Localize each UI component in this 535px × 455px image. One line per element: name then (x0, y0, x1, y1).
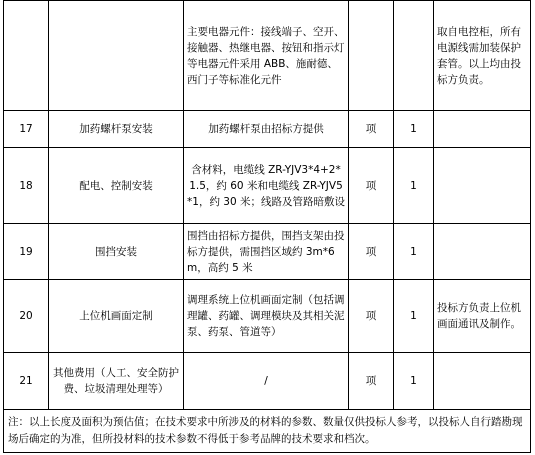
cell-name: 加药螺杆泵安装 (49, 111, 184, 148)
cell-remark (434, 111, 531, 148)
cell-unit: 项 (349, 280, 394, 353)
cell-no: 21 (4, 353, 49, 410)
table-row (4, 111, 531, 148)
cell-name: 上位机画面定制 (49, 280, 184, 353)
cell-spec: 主要电器元件：接线端子、空开、接触器、热继电器、按钮和指示灯等电器元件采用 ABB、施耐德、西门子等标准化元件 (184, 1, 349, 111)
cell-spec: 含材料，电缆线 ZR-YJV3*4+2*1.5，约 60 米和电缆线 ZR-YJV5*1，约 30 米；线路及管路暗敷设 (184, 148, 349, 224)
cell-spec: 围挡由招标方提供，围挡支架由投标方提供，需围挡区域约 3m*6m，高约 5 米 (184, 224, 349, 280)
cell-spec: 加药螺杆泵由招标方提供 (184, 111, 349, 148)
cell-spec: 调理系统上位机画面定制（包括调理罐、药罐、调理模块及其相关泥泵、药泵、管道等） (184, 280, 349, 353)
cell-unit: 项 (349, 148, 394, 224)
cell-unit: 项 (349, 111, 394, 148)
cell-spec: / (184, 353, 349, 410)
table-row (4, 224, 531, 280)
cell-remark (434, 148, 531, 224)
cell-no: 18 (4, 148, 49, 224)
table-row (4, 353, 531, 410)
cell-no (4, 1, 49, 111)
cell-qty (394, 1, 434, 111)
cell-no: 17 (4, 111, 49, 148)
bill-of-quantities-table (3, 0, 531, 453)
cell-name: 配电、控制安装 (49, 148, 184, 224)
cell-unit: 项 (349, 224, 394, 280)
table-row (4, 410, 531, 453)
cell-name (49, 1, 184, 111)
cell-remark: 取自电控柜，所有电源线需加装保护套管。以上均由投标方负责。 (434, 1, 531, 111)
cell-qty: 1 (394, 280, 434, 353)
cell-remark (434, 353, 531, 410)
cell-no: 20 (4, 280, 49, 353)
footnote: 注：以上长度及面积为预估值；在技术要求中所涉及的材料的参数、数量仅供投标人参考，以投标人自行踏勘现场后确定的为准，但所投材料的技术参数不得低于参考品牌的技术要求和档次。 (4, 410, 531, 453)
table-row (4, 1, 531, 111)
table-row (4, 148, 531, 224)
cell-unit: 项 (349, 353, 394, 410)
cell-no: 19 (4, 224, 49, 280)
cell-qty: 1 (394, 111, 434, 148)
table-row (4, 280, 531, 353)
cell-qty: 1 (394, 148, 434, 224)
cell-unit (349, 1, 394, 111)
cell-qty: 1 (394, 224, 434, 280)
cell-name: 围挡安装 (49, 224, 184, 280)
cell-name: 其他费用（人工、安全防护费、垃圾清理处理等） (49, 353, 184, 410)
cell-remark: 投标方负责上位机画面通讯及制作。 (434, 280, 531, 353)
cell-remark (434, 224, 531, 280)
cell-qty: 1 (394, 353, 434, 410)
